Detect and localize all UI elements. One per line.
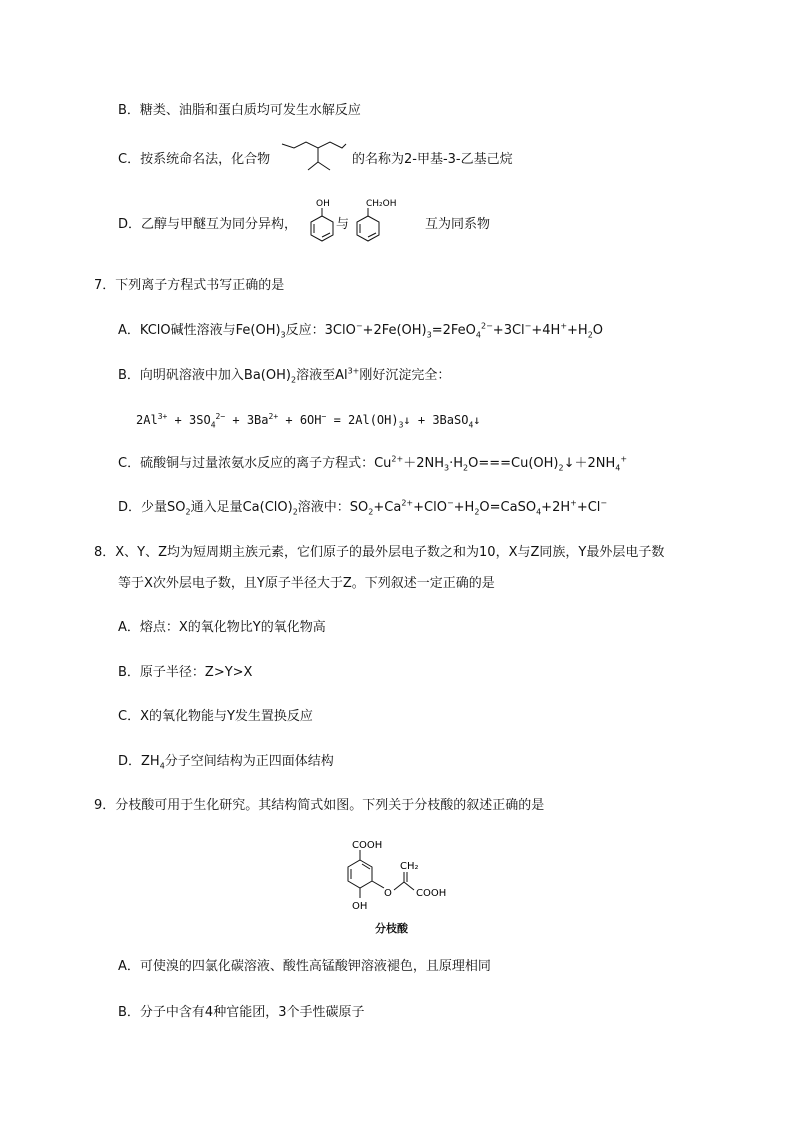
q6-option-d-text: D．乙醇与甲醚互为同分异构， bbox=[118, 217, 298, 232]
q9-option-b: B．分子中含有4种官能团，3个手性碳原子 bbox=[118, 1005, 365, 1020]
ether-o-label: O bbox=[384, 888, 392, 899]
q8-option-b: B．原子半径：Z>Y>X bbox=[118, 665, 253, 680]
cooh-top-label: COOH bbox=[352, 840, 383, 851]
q6-option-c-name: 的名称为2-甲基-3-乙基己烷 bbox=[352, 152, 513, 167]
q7-stem: 7．下列离子方程式书写正确的是 bbox=[94, 278, 285, 293]
q6-option-d-and: 与 bbox=[336, 217, 350, 232]
q8-option-a: A．熔点：X的氧化物比Y的氧化物高 bbox=[118, 620, 326, 635]
oh-label: OH bbox=[352, 901, 368, 912]
q6-option-c-text: C．按系统命名法，化合物 bbox=[118, 152, 271, 167]
q7-option-c: C．硫酸铜与过量浓氨水反应的离子方程式：$Cu^{2+}+2NH_3\cdot H_2O===Cu(OH)_2↓+2NH_4^+$ bbox=[118, 454, 628, 473]
q7-option-a: A．KClO碱性溶液与$Fe(OH)_3$反应：$3ClO^-+2Fe(OH)_3=2FeO_4^{2-}+3Cl^-+4H^++H_2O$ bbox=[118, 321, 604, 340]
q8-option-c: C．X的氧化物能与Y发生置换反应 bbox=[118, 709, 313, 724]
phenol-oh-label: OH bbox=[316, 199, 330, 209]
q7-option-b-equation: $2Al^{3+} + 3SO_4^{2-} + 3Ba^{2+} + 6OH^-$ = $2Al(OH)_3↓$ + 3BaSO$_4$↓ bbox=[136, 412, 481, 430]
q6-option-d-tail: 互为同系物 bbox=[425, 217, 491, 232]
q9-option-a: A．可使溴的四氯化碳溶液、酸性高锰酸钾溶液褪色，且原理相同 bbox=[118, 959, 491, 974]
ch2-label: CH₂ bbox=[400, 861, 419, 872]
q8-stem-line2: 等于X次外层电子数，且Y原子半径大于Z。下列叙述一定正确的是 bbox=[118, 576, 495, 591]
skeletal-alkane-structure bbox=[280, 138, 350, 180]
q6-option-b: B．糖类、油脂和蛋白质均可发生水解反应 bbox=[118, 103, 361, 118]
q8-stem-line1: 8．X、Y、Z均为短周期主族元素，它们原子的最外层电子数之和为10，X与Z同族，Y最外层电子数 bbox=[94, 545, 665, 560]
q7-option-d: D．少量$SO_2$通入足量$Ca(ClO)_2$溶液中：$SO_2+Ca^{2+}+ClO^-+H_2O=CaSO_4+2H^++Cl^-$ bbox=[118, 498, 608, 517]
q9-stem: 9．分枝酸可用于生化研究。其结构简式如图。下列关于分枝酸的叙述正确的是 bbox=[94, 798, 545, 813]
chorismic-acid-structure bbox=[338, 836, 458, 916]
benzyl-alcohol-structure bbox=[350, 196, 410, 246]
q8-option-d: D．$ZH_4$分子空间结构为正四面体结构 bbox=[118, 754, 334, 771]
cooh-side-label: COOH bbox=[416, 888, 447, 899]
benzyl-ch2oh-label: CH₂OH bbox=[366, 199, 397, 209]
chorismic-acid-caption: 分枝酸 bbox=[375, 922, 408, 935]
q7-option-b-line1: B．向明矾溶液中加入$Ba(OH)_2$溶液至$Al^{3+}$刚好沉淀完全： bbox=[118, 366, 451, 385]
